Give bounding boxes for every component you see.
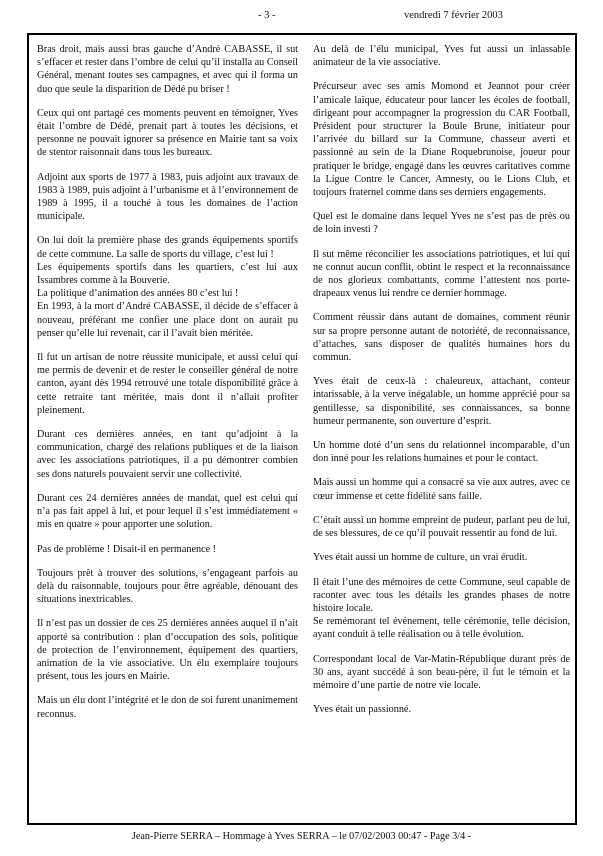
paragraph: Au delà de l’élu municipal, Yves fut aussi un inlassable animateur de la vie associative. — [313, 44, 570, 69]
paragraph: En 1993, à la mort d’André CABASSE, il décide de s’effacer à nouveau, préférant me confier une place dont on aurait pu penser qu’elle lui revenait, car il l’avait bien méritée. — [37, 301, 298, 339]
paragraph: Toujours prêt à trouver des solutions, s’engageant parfois au delà du raisonnable, toujours pour être agréable, dénouant des situations inextricables. — [37, 567, 298, 606]
paragraph: Les équipements sportifs dans les quartiers, c’est lui aux Issambres comme à la Bouverie. — [37, 261, 298, 287]
paragraph: Mais aussi un homme qui a consacré sa vie aux autres, avec ce cœur immense et cette fidélité sans faille. — [313, 477, 570, 502]
paragraph: Se remémorant tel événement, telle cérémonie, telle décision, ayant conduit à telle réalisation ou à telle évolution. — [313, 616, 570, 641]
paragraph: Il était l’une des mémoires de cette Commune, seul capable de raconter avec tous les détails les grandes phases de notre histoire locale. — [313, 576, 570, 614]
paragraph: Adjoint aux sports de 1977 à 1983, puis adjoint aux travaux de 1983 à 1989, puis adjoint à l’urbanisme et à l’environnement de 1989 à 1995, il a touché à tous les domaines de l’action municipale. — [37, 171, 298, 223]
page-number: - 3 - — [258, 10, 276, 21]
paragraph: Il sut même réconcilier les associations patriotiques, et lui qui ne connut aucun conflit, obtint le respect et la reconnaissance de nos glorieux combattants, comme l’attestent nos porte-drapeaux venus lui rendre ce dernier hommage. — [313, 248, 570, 300]
paragraph: Bras droit, mais aussi bras gauche d’André CABASSE, il sut s’effacer et rester dans l’ombre de celui qu’il installa au Conseil Général, menant toutes ses campagnes, et avec qui il forma un duo que seule la disparition de Dédé pu briser ! — [37, 44, 298, 95]
paragraph: Précurseur avec ses amis Momond et Jeannot pour créer l’amicale laïque, éducateur pour lancer les écoles de football, dirigeant pour accompagner la progression du CAR Football, Président pour structurer la Boule Brune, initiateur pour l’arrivée du billard sur la Commune, chasseur averti et passionné au sein de la Diane Roquebrunoise, joueur pour pratiquer le bridge, engagé dans les œuvres caritatives comme la Ligue Contre le Cancer, Amnesty, ou le Lions Club, et toujours fraternel comme dans ses derniers engagements. — [313, 81, 570, 199]
paragraph: Quel est le domaine dans lequel Yves ne s’est pas de près ou de loin investi ? — [313, 211, 570, 236]
paragraph: Un homme doté d’un sens du relationnel incomparable, d’un don inné pour les relations humaines et pour le contact. — [313, 440, 570, 465]
paragraph: La politique d’animation des années 80 c’est lui ! — [37, 288, 239, 300]
paragraph: Yves était aussi un homme de culture, un vrai érudit. — [313, 552, 528, 564]
page-footer: Jean-Pierre SERRA – Hommage à Yves SERRA – le 07/02/2003 00:47 - Page 3/4 - — [131, 831, 472, 842]
paragraph: Il n’est pas un dossier de ces 25 dernières années auquel il n’ait apporté sa contribution : plan d’occupation des sols, politique de protection de l’environnement, équipement des quartiers, animation de la vie associative. Un élu exemplaire toujours présent, tous les jours en Mairie. — [37, 618, 298, 683]
paragraph: C’était aussi un homme empreint de pudeur, parlant peu de lui, de ses blessures, de ce qu’il pouvait ressentir au fond de lui. — [313, 514, 570, 540]
left-column — [37, 43, 298, 817]
paragraph: Durant ces dernières années, en tant qu’adjoint à la communication, chargé des relations publiques et de la liaison avec les associations patriotiques, il a pu démontrer combien ses dons naturels pouvaient servir une collectivité. — [37, 429, 298, 480]
page-header — [0, 10, 603, 26]
paragraph: Yves était de ceux-là : chaleureux, attachant, conteur intarissable, à la verve inégalable, un homme apprécié pour sa gentillesse, sa disponibilité, ses connaissances, sa bonne humeur permanente, son ouverture d’esprit. — [313, 376, 570, 427]
text-frame — [27, 33, 577, 825]
paragraph: Ceux qui ont partagé ces moments peuvent en témoigner, Yves était l’ombre de Dédé, prenait part à toutes les décisions, et personne ne pouvait ignorer sa présence en Mairie tant sa voix de stentor raisonnait dans tous les bureaux. — [37, 107, 298, 159]
paragraph: Yves était un passionné. — [313, 704, 412, 716]
paragraph: On lui doit la première phase des grands équipements sportifs de cette commune. La salle de sports du village, c’est lui ! — [37, 235, 298, 260]
paragraph: Pas de problème ! Disait-il en permanence ! — [37, 543, 217, 555]
paragraph: Durant ces 24 dernières années de mandat, quel est celui qui n’a pas fait appel à lui, et pour lequel il s’est immédiatement « mis en quatre » pour apporter une solution. — [37, 492, 298, 531]
paragraph: Comment réussir dans autant de domaines, comment réunir sur sa propre personne autant de notoriété, de reconnaissance, d’attaches, sans disposer de qualités humaines hors du commun. — [313, 312, 570, 364]
paragraph: Correspondant local de Var-Matin-République durant près de 30 ans, ayant succédé à son beau-père, il fut le témoin et la mémoire d’une partie de notre vie locale. — [313, 653, 570, 691]
paragraph: Il fut un artisan de notre réussite municipale, et aussi celui qui me permis de devenir et de rester le conseiller général de notre canton, ayant dès 1994 retrouvé une totale disponibilité grâce à cette retraite tant méritée, mais dont il n’allait profiter pleinement. — [37, 352, 298, 416]
paragraph: Mais un élu dont l’intégrité et le don de soi furent unanimement reconnus. — [37, 695, 298, 720]
right-column — [313, 43, 570, 817]
header-date: vendredi 7 février 2003 — [404, 10, 503, 21]
